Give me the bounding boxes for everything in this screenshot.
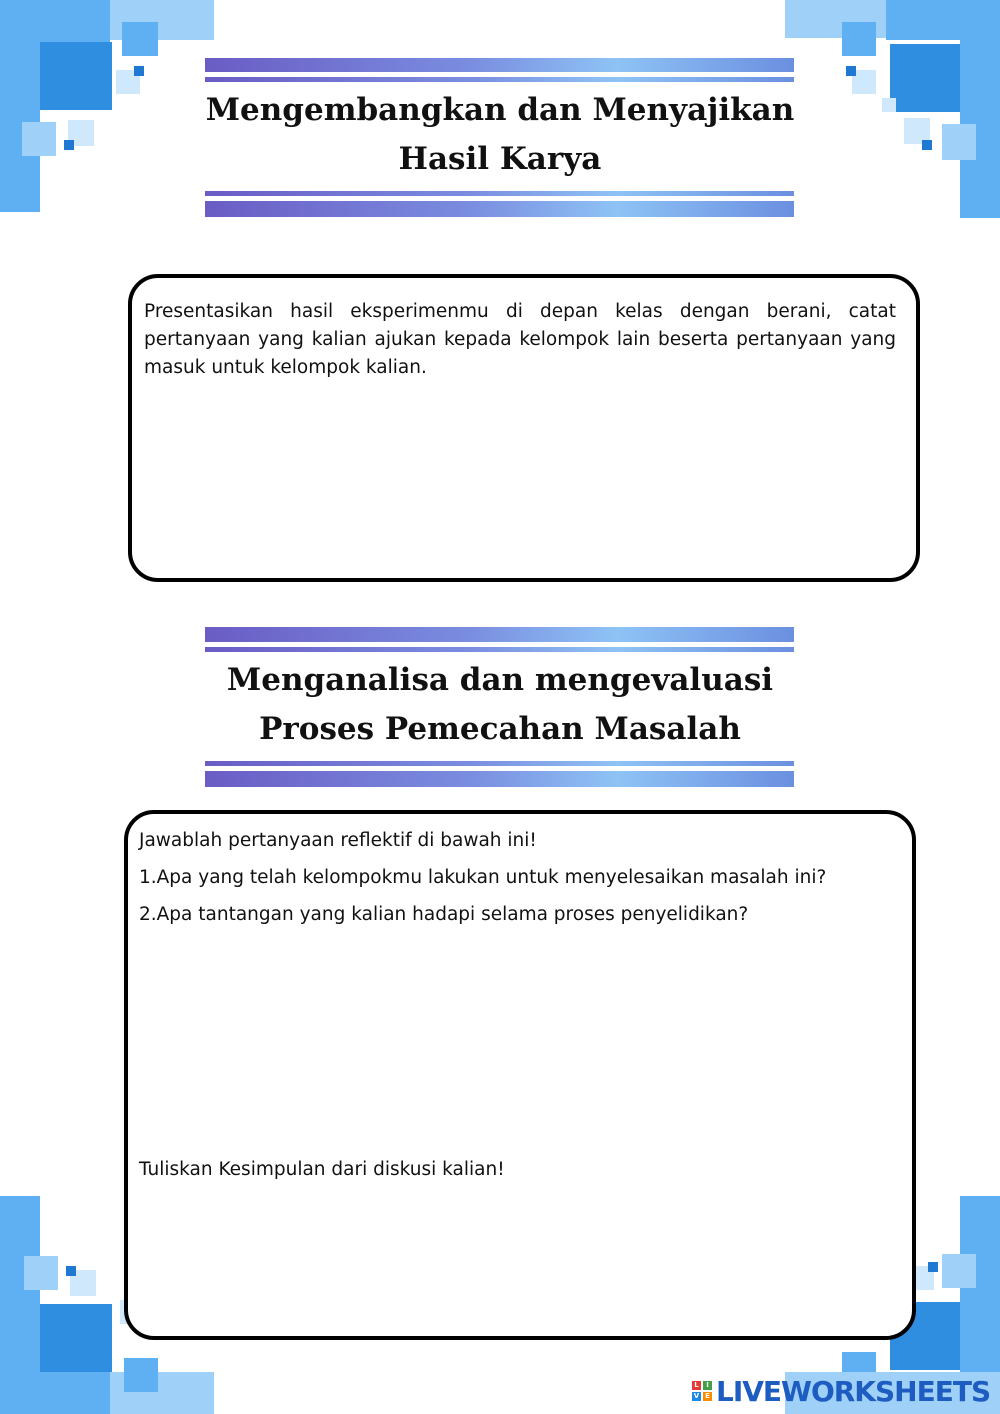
title-bar-bottom-thin [205, 191, 794, 196]
logo-letter: I [703, 1381, 712, 1390]
logo-letter: L [692, 1381, 701, 1390]
reflection-question-2: 2.Apa tantangan yang kalian hadapi selama proses penyelidikan? [139, 904, 749, 925]
section1-title-line1: Mengembangkan dan Menyajikan [205, 92, 795, 128]
liveworksheets-logo[interactable] [692, 1374, 990, 1408]
title-bar-top-thin [205, 647, 794, 652]
logo-letter: V [693, 1392, 700, 1400]
title-bar-top-thick [205, 627, 794, 642]
section2-title-line2: Proses Pemecahan Masalah [259, 711, 741, 747]
title-bar-bottom-thick [205, 201, 794, 217]
title-bar-top-thick [205, 58, 794, 72]
title-bar-bottom-thick [205, 771, 794, 787]
logo-letter: E [703, 1392, 712, 1401]
conclusion-prompt: Tuliskan Kesimpulan dari diskusi kalian! [139, 1159, 505, 1180]
logo-brand-text: LIVEWORKSHEETS [716, 1374, 991, 1408]
title-bar-top-thin [205, 77, 794, 82]
reflection-question-1: 1.Apa yang telah kelompokmu lakukan untuk menyelesaikan masalah ini? [139, 867, 827, 888]
section2-title-line1: Menganalisa dan mengevaluasi [226, 662, 774, 698]
title-bar-bottom-thin [205, 761, 794, 766]
reflection-intro: Jawablah pertanyaan reflektif di bawah ini! [139, 830, 537, 851]
logo-mark-icon [692, 1381, 712, 1401]
section1-title-line2: Hasil Karya [398, 141, 602, 177]
presentation-instruction: Presentasikan hasil eksperimenmu di depan kelas dengan berani, catat pertanyaan yang kalian ajukan kepada kelompok lain beserta pertanyaan yang masuk untuk kelompok kalian. [144, 301, 896, 378]
presentation-answer-box[interactable] [128, 274, 920, 582]
reflection-answer-box[interactable] [124, 810, 916, 1340]
